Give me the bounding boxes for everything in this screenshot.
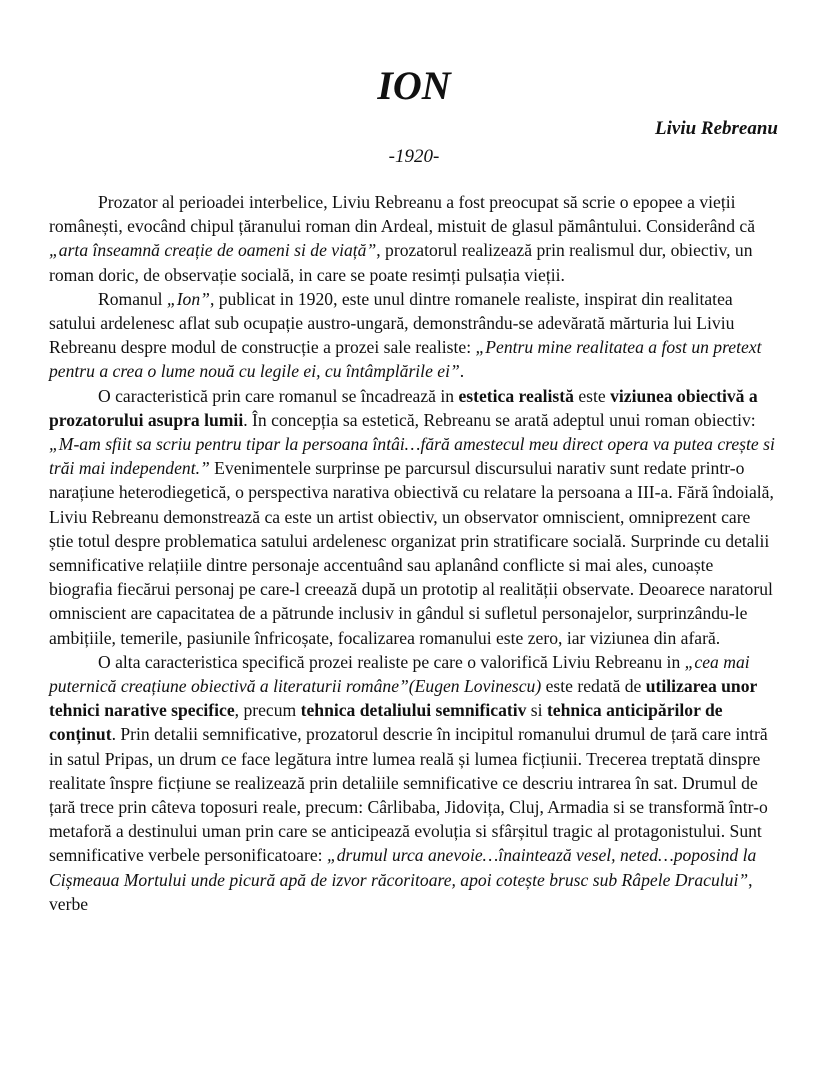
italic-quote: „arta înseamnă creație de oameni si de viață”	[49, 240, 377, 261]
italic-quote: „cea mai puternică creațiune obiectivă a literaturii române”(Eugen Lovinescu)	[49, 651, 750, 697]
text-run: este	[573, 385, 611, 406]
text-run: O caracteristică prin care romanul se încadrează in	[98, 385, 459, 406]
text-run: Romanul	[98, 288, 167, 309]
document-title: ION	[377, 63, 451, 108]
text-run: , precum	[234, 700, 301, 721]
publication-year: -1920-	[388, 146, 440, 167]
text-run: Evenimentele surprinse pe parcursul discursului narativ sunt redate printr-o narațiune heterodiegetică, o perspectiva narativa obiectivă cu relatare la persoana a III-a. Fără îndoială, Liviu Rebreanu demonstrează ca este un artist obiectiv, un observator omniscient, omniprezent care știe totul despre problematica satului ardelenesc organizat prin stratificare socială. Surprinde cu detalii semnificative relațiile dintre personaje accentuând sau aplanând conflicte si mai ales, cunoaște biografia fiecărui personaj pe care-l creează după un prototip al realității observate. Deoarece naratorul omniscient are capacitatea de a pătrunde inclusiv in gândul si sufletul personajelor, surprinzându-le ambițiile, temerile, pasiunile înfricoșate, focalizarea romanului este zero, iar viziunea din afară.	[49, 458, 774, 648]
italic-quote: „Ion”	[166, 288, 210, 309]
bold-phrase: utilizarea unor tehnici narative specifice	[49, 676, 758, 721]
text-run: , verbe	[49, 869, 753, 914]
bold-phrase: tehnica anticipărilor de conținut	[49, 700, 723, 745]
document-body	[49, 190, 779, 916]
author-name: Liviu Rebreanu	[655, 118, 778, 139]
paragraph-1	[49, 190, 779, 287]
italic-quote: „M-am sfiit sa scriu pentru tipar la persoana întâi…fără amestecul meu direct opera va putea crește si trăi mai independent.”	[49, 434, 775, 479]
text-run: .	[459, 361, 465, 382]
paragraph-2	[49, 287, 779, 384]
text-run: si	[526, 700, 547, 721]
text-run: . În concepția sa estetică, Rebreanu se arată adeptul unui roman obiectiv:	[243, 409, 756, 430]
paragraph-3	[49, 384, 779, 650]
italic-quote: „Pentru mine realitatea a fost un pretext pentru a crea o lume nouă cu legile ei, cu întâmplările ei”	[49, 337, 762, 382]
text-run: este redată de	[541, 676, 646, 697]
bold-phrase: tehnica detaliului semnificativ	[300, 700, 527, 721]
paragraph-4	[49, 650, 779, 916]
text-run: Prozator al perioadei interbelice, Liviu Rebreanu a fost preocupat să scrie o epopee a vieții românești, evocând chipul țăranului roman din Ardeal, mistuit de glasul pământului. Considerând că	[49, 192, 756, 237]
text-run: . Prin detalii semnificative, prozatorul descrie în incipitul romanului drumul de țară care intră in satul Pripas, un drum ce face legătura intre lumea reală și lumea ficțiunii. Trecerea treptată dinspre realitate înspre ficțiune se realizează prin detaliile semnificative ce descriu intrarea în sat. Drumul de țară trece prin câteva toposuri reale, precum: Cârlibaba, Jidovița, Cluj, Armadia si se transformă într-o metaforă a destinului uman prin care se anticipează evoluția si sfârșitul tragic al protagonistului. Sunt semnificative verbele personificatoare:	[49, 724, 768, 866]
bold-phrase: viziunea obiectivă a prozatorului asupra lumii	[49, 385, 758, 430]
italic-quote: „drumul urca anevoie…înaintează vesel, neted…poposind la Cișmeaua Mortului unde picură apă de izvor răcoritoare, apoi cotește brusc sub Râpele Dracului”	[49, 845, 757, 890]
bold-phrase: estetica realistă	[458, 385, 574, 406]
text-run: , prozatorul realizează prin realismul dur, obiectiv, un roman doric, de observație socială, in care se poate resimți pulsația vieții.	[49, 240, 753, 285]
text-run: , publicat in 1920, este unul dintre romanele realiste, inspirat din realitatea satului ardelenesc aflat sub ocupație austro-ungară, demonstrându-se adevărată mărturia lui Liviu Rebreanu despre modul de construcție a prozei sale realiste:	[49, 288, 735, 358]
text-run: O alta caracteristica specifică prozei realiste pe care o valorifică Liviu Rebreanu in	[98, 651, 685, 672]
